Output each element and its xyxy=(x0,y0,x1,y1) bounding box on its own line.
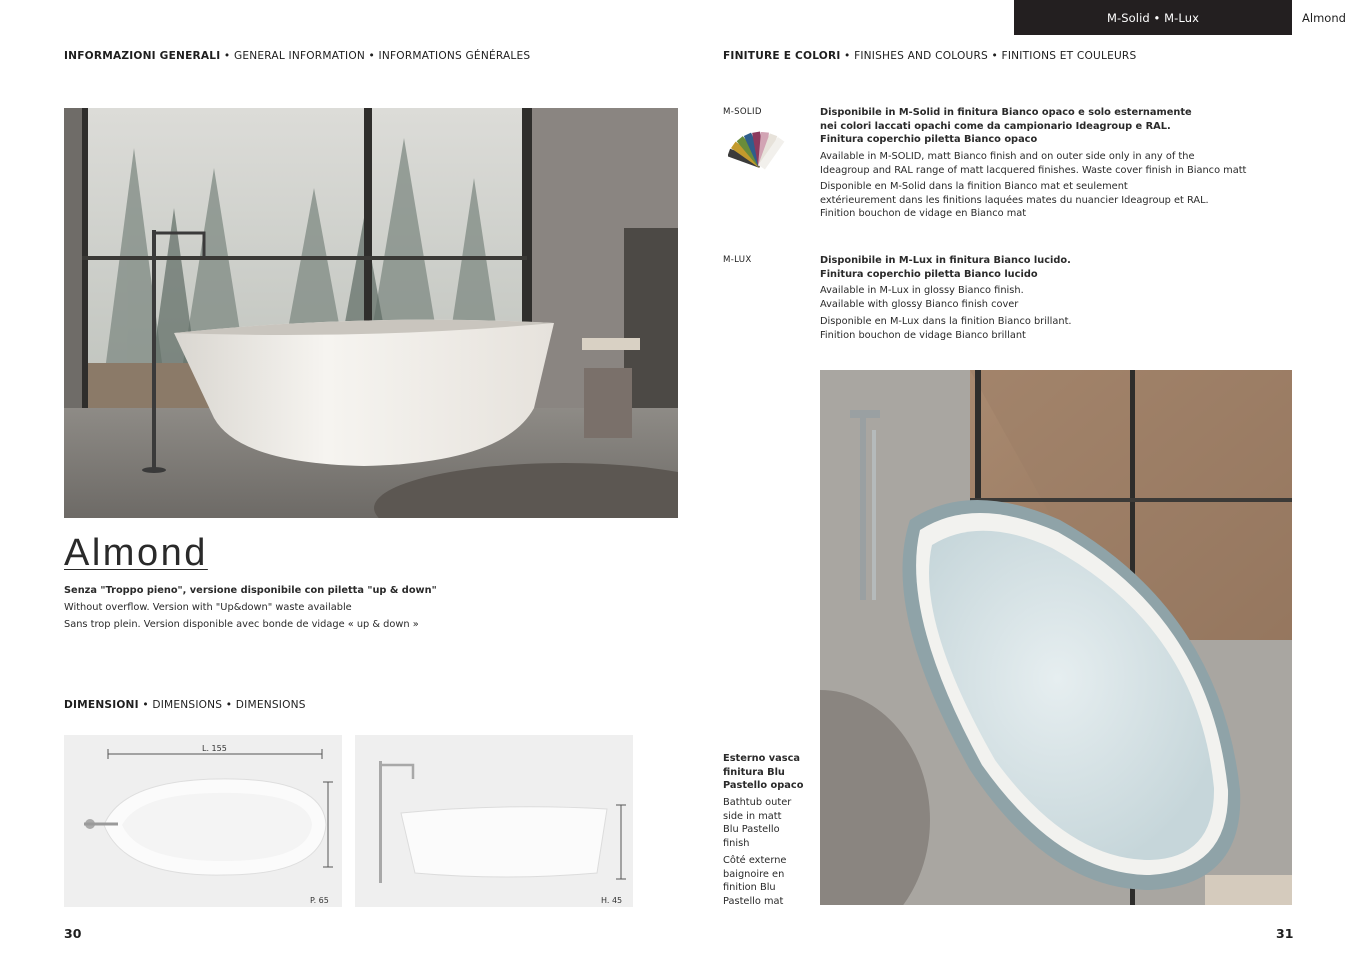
caption-it-line: Pastello opaco xyxy=(723,780,804,792)
general-info-heading-it: INFORMAZIONI GENERALI xyxy=(64,50,221,62)
mlux-text-fr xyxy=(820,315,1072,342)
msolid-code: M-SOLID xyxy=(723,107,762,117)
dimensions-heading-rest: • DIMENSIONS • DIMENSIONS xyxy=(138,699,306,711)
length-label: L. 155 xyxy=(202,744,227,753)
caption-fr-line: Pastello mat xyxy=(723,896,784,908)
caption-en-line: Bathtub outer xyxy=(723,797,792,808)
top-view-diagram xyxy=(64,735,342,907)
msolid-it-line: Disponibile in M-Solid in finitura Bianco opaco e solo esternamente xyxy=(820,107,1192,118)
mlux-it-line: Finitura coperchio piletta Bianco lucido xyxy=(820,268,1038,280)
description-fr: Sans trop plein. Version disponible avec bonde de vidage « up & down » xyxy=(64,619,419,630)
mlux-fr-line: Disponible en M-Lux dans la finition Bianco brillant. xyxy=(820,316,1072,327)
page-number-left: 30 xyxy=(64,926,82,941)
msolid-it-line: Finitura coperchio piletta Bianco opaco xyxy=(820,134,1038,146)
color-swatch-fan-icon xyxy=(728,126,792,172)
depth-label: P. 65 xyxy=(310,896,329,905)
general-info-heading xyxy=(64,50,530,62)
general-info-heading-rest: • GENERAL INFORMATION • INFORMATIONS GÉNÉRALES xyxy=(220,50,531,62)
msolid-it-line: nei colori laccati opachi come da campionario Ideagroup e RAL. xyxy=(820,120,1171,132)
caption-en-line: side in matt xyxy=(723,810,782,822)
top-view-drawing xyxy=(64,735,342,907)
mlux-en-line: Available with glossy Bianco finish cover xyxy=(820,298,1019,310)
mlux-code: M-LUX xyxy=(723,255,752,265)
finishes-heading-it: FINITURE E COLORI xyxy=(723,50,841,62)
side-view-drawing xyxy=(355,735,633,907)
caption-fr-line: finition Blu xyxy=(723,882,776,894)
bathroom-photo xyxy=(64,108,678,518)
msolid-en-line: Available in M-SOLID, matt Bianco finish and on outer side only in any of the xyxy=(820,151,1195,162)
caption-en-line: finish xyxy=(723,838,750,850)
product-tab: Almond xyxy=(1292,0,1356,35)
blue-bathtub-photo xyxy=(820,370,1292,905)
description-it: Senza "Troppo pieno", versione disponibile con piletta "up & down" xyxy=(64,585,437,596)
dimensions-heading xyxy=(64,699,306,711)
msolid-fr-line: extérieurement dans les finitions laquées mates du nuancier Ideagroup et RAL. xyxy=(820,194,1209,206)
caption-fr-line: baignoire en xyxy=(723,868,785,880)
mlux-it-line: Disponibile in M-Lux in finitura Bianco lucido. xyxy=(820,255,1071,266)
caption-fr xyxy=(723,854,786,909)
msolid-text-en xyxy=(820,150,1246,177)
caption-it-line: finitura Blu xyxy=(723,766,785,778)
caption-it-line: Esterno vasca xyxy=(723,753,801,764)
caption-fr-line: Côté externe xyxy=(723,855,787,866)
msolid-text-fr xyxy=(820,180,1209,221)
caption-en xyxy=(723,796,791,851)
mlux-text-it xyxy=(820,254,1071,281)
series-tab: M-Solid • M-Lux xyxy=(1014,0,1292,35)
msolid-en-line: Ideagroup and RAL range of matt lacquered finishes. Waste cover finish in Bianco matt xyxy=(820,164,1247,176)
page-number-right: 31 xyxy=(1276,926,1294,941)
description-en: Without overflow. Version with "Up&down" waste available xyxy=(64,602,352,613)
caption-en-line: Blu Pastello xyxy=(723,824,780,836)
msolid-text-it xyxy=(820,106,1192,147)
mlux-en-line: Available in M-Lux in glossy Bianco finish. xyxy=(820,285,1024,296)
caption-it xyxy=(723,752,803,793)
finishes-heading xyxy=(723,50,1136,62)
product-title: Almond xyxy=(64,532,208,574)
msolid-fr-line: Disponible en M-Solid dans la finition Bianco mat et seulement xyxy=(820,181,1128,192)
msolid-fr-line: Finition bouchon de vidage en Bianco mat xyxy=(820,208,1027,220)
side-view-diagram xyxy=(355,735,633,907)
height-label: H. 45 xyxy=(601,896,623,905)
mlux-text-en xyxy=(820,284,1024,311)
finishes-heading-rest: • FINISHES AND COLOURS • FINITIONS ET COULEURS xyxy=(840,50,1137,62)
dimensions-heading-it: DIMENSIONI xyxy=(64,699,139,711)
mlux-fr-line: Finition bouchon de vidage Bianco brillant xyxy=(820,329,1026,341)
